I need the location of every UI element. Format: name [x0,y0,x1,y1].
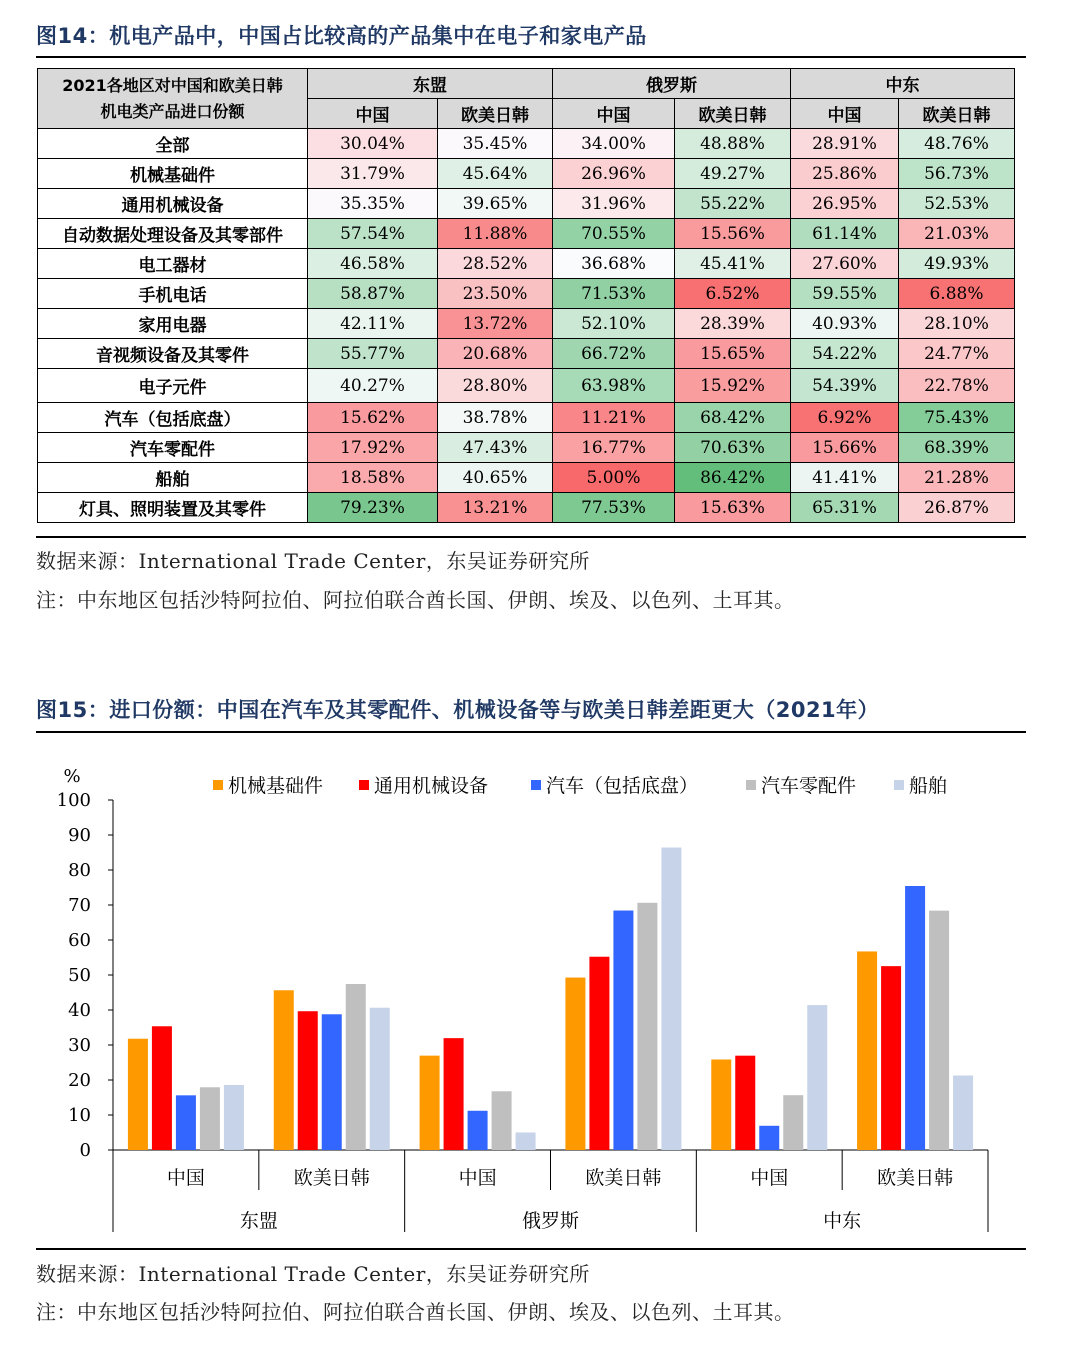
share-cell: 21.03% [899,219,1015,249]
group-label: 俄罗斯 [521,1210,580,1232]
share-cell: 56.73% [899,159,1015,189]
share-cell: 21.28% [899,463,1015,493]
y-tick-label: 30 [68,1035,91,1056]
share-cell: 75.43% [899,403,1015,433]
y-tick-label: 10 [68,1105,91,1126]
bar-chart [36,760,1026,1240]
share-cell: 70.63% [675,433,791,463]
bar [905,886,925,1150]
bar [783,1095,803,1150]
share-cell: 55.77% [308,339,438,369]
share-cell: 22.78% [899,369,1015,403]
share-cell: 58.87% [308,279,438,309]
fig15-bottom-rule [36,1248,1026,1250]
fig15-source: 数据来源：International Trade Center，东吴证券研究所 [36,1262,590,1286]
legend-swatch [359,780,369,790]
fig15-title-rule [36,731,1026,733]
legend-label: 汽车零配件 [761,775,857,797]
share-cell: 13.21% [438,493,553,523]
share-cell: 27.60% [791,249,899,279]
share-cell: 40.27% [308,369,438,403]
row-label: 灯具、照明装置及其零件 [38,493,308,523]
share-cell: 55.22% [675,189,791,219]
row-label: 汽车（包括底盘） [38,403,308,433]
table-row [38,403,1015,433]
share-cell: 25.86% [791,159,899,189]
bar [735,1056,755,1150]
share-cell: 6.92% [791,403,899,433]
share-cell: 77.53% [553,493,675,523]
table-row [38,369,1015,403]
share-cell: 48.76% [899,129,1015,159]
region-header-russia: 俄罗斯 [553,69,791,99]
share-cell: 61.14% [791,219,899,249]
share-cell: 52.53% [899,189,1015,219]
y-tick-label: 80 [68,860,91,881]
bar [420,1056,440,1150]
share-cell: 26.95% [791,189,899,219]
share-cell: 79.23% [308,493,438,523]
row-label: 汽车零配件 [38,433,308,463]
table-row [38,219,1015,249]
table-row [38,249,1015,279]
share-cell: 40.65% [438,463,553,493]
share-cell: 26.87% [899,493,1015,523]
y-tick-label: 50 [68,965,91,986]
table-row [38,159,1015,189]
share-cell: 31.79% [308,159,438,189]
bar [224,1085,244,1150]
bar [589,957,609,1150]
fig14-bottom-rule [36,536,1026,538]
bar [370,1008,390,1150]
bar [881,966,901,1150]
bar [807,1005,827,1150]
share-cell: 66.72% [553,339,675,369]
bar [128,1039,148,1150]
share-cell: 63.98% [553,369,675,403]
share-cell: 45.64% [438,159,553,189]
share-cell: 26.96% [553,159,675,189]
category-label: 中国 [166,1167,205,1189]
share-cell: 35.35% [308,189,438,219]
share-cell: 30.04% [308,129,438,159]
bar [152,1026,172,1150]
table-row [38,309,1015,339]
bar [322,1014,342,1150]
y-tick-label: 0 [79,1140,91,1161]
share-cell: 28.91% [791,129,899,159]
share-cell: 47.43% [438,433,553,463]
group-label: 东盟 [239,1210,278,1232]
legend-label: 通用机械设备 [374,775,489,797]
share-cell: 6.88% [899,279,1015,309]
share-cell: 42.11% [308,309,438,339]
fig15-title: 图15：进口份额：中国在汽车及其零配件、机械设备等与欧美日韩差距更大（2021年） [36,698,880,722]
subheader: 欧美日韩 [675,99,791,129]
corner-line-2: 机电类产品进口份额 [100,101,245,121]
legend-label: 机械基础件 [228,775,324,797]
legend-label: 船舶 [909,775,948,797]
row-label: 电子元件 [38,369,308,403]
subheader: 中国 [553,99,675,129]
share-cell: 38.78% [438,403,553,433]
bar [711,1059,731,1150]
share-cell: 15.56% [675,219,791,249]
y-axis-unit: % [63,766,81,787]
share-cell: 36.68% [553,249,675,279]
share-cell: 45.41% [675,249,791,279]
share-cell: 20.68% [438,339,553,369]
table-row [38,189,1015,219]
share-cell: 28.10% [899,309,1015,339]
subheader: 中国 [308,99,438,129]
category-label: 中国 [750,1167,789,1189]
share-cell: 41.41% [791,463,899,493]
bar [637,903,657,1150]
bar [565,978,585,1150]
region-header-middle-east: 中东 [791,69,1015,99]
share-cell: 31.96% [553,189,675,219]
y-tick-label: 70 [68,895,91,916]
share-cell: 6.52% [675,279,791,309]
fig15-note: 注：中东地区包括沙特阿拉伯、阿拉伯联合酋长国、伊朗、埃及、以色列、土耳其。 [36,1300,795,1324]
y-tick-label: 40 [68,1000,91,1021]
share-table [37,68,1015,523]
legend-swatch [531,780,541,790]
y-tick-label: 20 [68,1070,91,1091]
share-cell: 49.27% [675,159,791,189]
table-row [38,433,1015,463]
row-label: 全部 [38,129,308,159]
share-cell: 68.39% [899,433,1015,463]
bar [274,990,294,1150]
table-corner-header [38,69,308,129]
table-row [38,493,1015,523]
fig14-source: 数据来源：International Trade Center，东吴证券研究所 [36,549,590,573]
share-cell: 15.62% [308,403,438,433]
share-cell: 46.58% [308,249,438,279]
share-cell: 28.80% [438,369,553,403]
region-header-asean: 东盟 [308,69,553,99]
share-cell: 13.72% [438,309,553,339]
share-cell: 52.10% [553,309,675,339]
fig14-note: 注：中东地区包括沙特阿拉伯、阿拉伯联合酋长国、伊朗、埃及、以色列、土耳其。 [36,588,795,612]
bar [857,951,877,1150]
share-cell: 23.50% [438,279,553,309]
row-label: 家用电器 [38,309,308,339]
share-cell: 35.45% [438,129,553,159]
bar [200,1087,220,1150]
legend-swatch [213,780,223,790]
subheader: 中国 [791,99,899,129]
bar [613,911,633,1150]
category-label: 欧美日韩 [585,1167,662,1189]
share-cell: 16.77% [553,433,675,463]
bar [176,1095,196,1150]
share-cell: 70.55% [553,219,675,249]
bar [298,1011,318,1150]
share-cell: 15.63% [675,493,791,523]
share-cell: 40.93% [791,309,899,339]
share-cell: 54.39% [791,369,899,403]
bar [661,848,681,1150]
share-cell: 54.22% [791,339,899,369]
table-row [38,339,1015,369]
y-tick-label: 60 [68,930,91,951]
group-label: 中东 [823,1210,862,1232]
row-label: 通用机械设备 [38,189,308,219]
table-row [38,279,1015,309]
legend-label: 汽车（包括底盘） [546,775,699,797]
bar [468,1111,488,1150]
share-cell: 59.55% [791,279,899,309]
row-label: 电工器材 [38,249,308,279]
table-row [38,129,1015,159]
share-cell: 49.93% [899,249,1015,279]
bar [492,1091,512,1150]
corner-line-1: 2021各地区对中国和欧美日韩 [62,75,283,95]
share-cell: 11.88% [438,219,553,249]
share-cell: 11.21% [553,403,675,433]
share-cell: 5.00% [553,463,675,493]
share-cell: 71.53% [553,279,675,309]
row-label: 机械基础件 [38,159,308,189]
category-label: 欧美日韩 [877,1167,954,1189]
bar [759,1126,779,1150]
share-cell: 48.88% [675,129,791,159]
share-cell: 86.42% [675,463,791,493]
share-cell: 15.92% [675,369,791,403]
table-row [38,463,1015,493]
row-label: 手机电话 [38,279,308,309]
row-label: 船舶 [38,463,308,493]
share-cell: 34.00% [553,129,675,159]
bar [444,1038,464,1150]
row-label: 自动数据处理设备及其零部件 [38,219,308,249]
share-cell: 15.65% [675,339,791,369]
share-cell: 28.39% [675,309,791,339]
bar [516,1133,536,1151]
share-cell: 18.58% [308,463,438,493]
bar [346,984,366,1150]
share-cell: 68.42% [675,403,791,433]
row-label: 音视频设备及其零件 [38,339,308,369]
share-cell: 39.65% [438,189,553,219]
subheader: 欧美日韩 [899,99,1015,129]
share-cell: 65.31% [791,493,899,523]
bar [953,1076,973,1150]
share-cell: 15.66% [791,433,899,463]
category-label: 欧美日韩 [293,1167,370,1189]
subheader: 欧美日韩 [438,99,553,129]
bar [929,911,949,1150]
category-label: 中国 [458,1167,497,1189]
share-cell: 57.54% [308,219,438,249]
fig14-title-rule [36,56,1026,58]
fig14-title: 图14：机电产品中，中国占比较高的产品集中在电子和家电产品 [36,24,647,48]
y-tick-label: 90 [68,825,91,846]
y-tick-label: 100 [56,790,91,811]
legend-swatch [894,780,904,790]
share-cell: 17.92% [308,433,438,463]
legend-swatch [746,780,756,790]
share-cell: 28.52% [438,249,553,279]
share-cell: 24.77% [899,339,1015,369]
